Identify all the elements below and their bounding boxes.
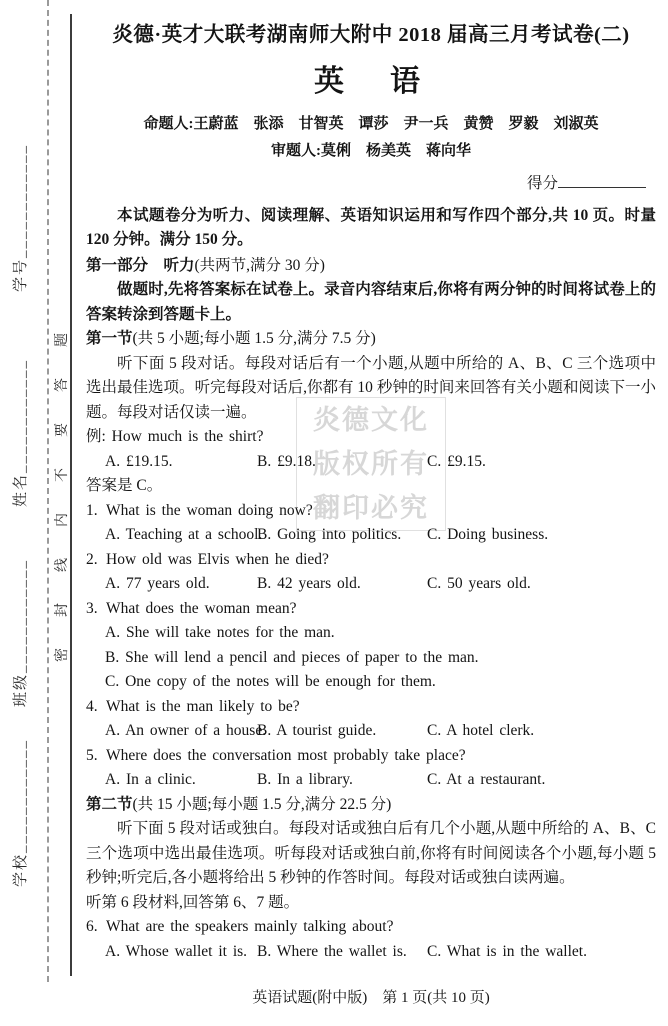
question-text: What is the woman doing now? <box>106 501 313 519</box>
part1-title: 第一部分 听力 <box>86 256 195 274</box>
question-number: 1. <box>86 501 98 519</box>
option-c: C. At a restaurant. <box>427 771 546 788</box>
option-b: B. In a library. <box>257 771 353 788</box>
option-a: A. In a clinic. <box>105 771 196 788</box>
example-option-b: B. £9.18. <box>257 452 316 470</box>
student-name-field: 姓名____________ <box>13 358 29 507</box>
part1-heading <box>86 254 656 279</box>
option-b: B. Where the wallet is. <box>257 942 407 960</box>
score-blank <box>558 174 646 188</box>
reviewers-line: 审题人:莫俐 杨美英 蒋向华 <box>271 142 471 159</box>
question-4-options <box>86 719 656 744</box>
question-number: 3. <box>86 599 98 617</box>
question-5 <box>86 744 656 769</box>
option-b: B. A tourist guide. <box>257 722 377 739</box>
watermark-line: 版权所有 <box>313 448 429 479</box>
exam-intro: 本试题卷分为听力、阅读理解、英语知识运用和写作四个部分,共 10 页。时量 120 分钟。满分 150 分。 <box>86 206 656 248</box>
student-number-field: 学号____________ <box>13 143 29 292</box>
section2-description: 听下面 5 段对话或独白。每段对话或独白后有几个小题,从题中所给的 A、B、C 三个选项中选出最佳选项。听每段对话或独白前,你将有时间阅读各个小题,每小题 5 秒钟;听完后,各小题将给出 5 秒钟的作答时间。每段对话或独白读两遍。 <box>86 820 656 886</box>
option-b: B. Going into politics. <box>257 526 402 543</box>
seal-warning-text: 密封线内不要答题 <box>55 302 70 662</box>
question-2 <box>86 548 656 573</box>
question-number: 6. <box>86 918 98 935</box>
section2-title-note: (共 15 小题;每小题 1.5 分,满分 22.5 分) <box>132 795 392 813</box>
question-text: What are the speakers mainly talking about? <box>106 918 394 935</box>
student-class-field: 班级____________ <box>13 558 29 707</box>
option-b: B. She will lend a pencil and pieces of paper to the man. <box>105 648 479 666</box>
section1-title-note: (共 5 小题;每小题 1.5 分,满分 7.5 分) <box>132 330 376 347</box>
exam-page <box>86 14 656 964</box>
setters-line: 命题人:王蔚蓝 张添 甘智英 谭莎 尹一兵 黄赞 罗毅 刘淑英 <box>143 116 599 132</box>
option-c: C. 50 years old. <box>427 575 531 592</box>
part1-title-note: (共两节,满分 30 分) <box>194 256 325 274</box>
exam-series-title: 炎德·英才大联考湖南师大附中 2018 届高三月考试卷(二) <box>112 24 630 46</box>
section1-heading <box>86 327 656 352</box>
example-options <box>86 450 656 475</box>
question-number: 2. <box>86 550 98 568</box>
question-text: Where does the conversation most probably take place? <box>106 746 466 764</box>
question-1-options <box>86 523 656 548</box>
subject-title: 英 语 <box>314 64 428 98</box>
section1-description: 听下面 5 段对话。每段对话后有一个小题,从题中所给的 A、B、C 三个选项中选出最佳选项。听完每段对话后,你都有 10 秒钟的时间来回答有关小题和阅读下一小题。每段对话仅读一遍。 <box>86 354 656 421</box>
question-1 <box>86 499 656 524</box>
option-a: A. An owner of a house. <box>105 722 267 739</box>
option-a: A. 77 years old. <box>105 575 210 592</box>
question-text: What is the man likely to be? <box>106 697 300 715</box>
section2-material-note: 听第 6 段材料,回答第 6、7 题。 <box>86 893 300 911</box>
question-text: What does the woman mean? <box>106 599 297 617</box>
example-answer: 答案是 C。 <box>86 477 163 494</box>
part1-note: 做题时,先将答案标在试卷上。录音内容结束后,你将有两分钟的时间将试卷上的答案转涂到答题卡上。 <box>86 281 656 323</box>
option-a: A. Whose wallet it is. <box>105 942 248 960</box>
option-a: A. Teaching at a school. <box>105 526 263 543</box>
watermark-line: 翻印必究 <box>313 492 429 523</box>
example-option-c: C. £9.15. <box>427 452 486 470</box>
question-number: 5. <box>86 746 98 764</box>
question-6-options <box>86 940 656 965</box>
option-c: C. A hotel clerk. <box>427 722 535 739</box>
watermark-line: 炎德文化 <box>313 404 429 435</box>
option-c: C. Doing business. <box>427 526 549 543</box>
example-question: 例: How much is the shirt? <box>86 428 264 445</box>
option-c: C. What is in the wallet. <box>427 942 587 960</box>
question-number: 4. <box>86 697 98 715</box>
section1-title: 第一节 <box>86 330 133 347</box>
question-3 <box>86 597 656 622</box>
question-text: How old was Elvis when he died? <box>106 550 329 568</box>
question-5-options <box>86 768 656 793</box>
score-line <box>86 172 656 197</box>
question-2-options <box>86 572 656 597</box>
content-border-line <box>70 14 72 976</box>
section2-heading <box>86 793 656 818</box>
student-school-field: 学校____________ <box>13 738 29 887</box>
question-6 <box>86 915 656 940</box>
question-4 <box>86 695 656 720</box>
option-a: A. She will take notes for the man. <box>105 624 335 641</box>
option-c: C. One copy of the notes will be enough for them. <box>105 673 436 690</box>
example-option-a: A. £19.15. <box>105 452 173 470</box>
option-b: B. 42 years old. <box>257 575 361 592</box>
score-label: 得分 <box>526 175 558 192</box>
page-footer: 英语试题(附中版) 第 1 页(共 10 页) <box>252 990 490 1006</box>
section2-title: 第二节 <box>86 795 133 813</box>
seal-dashed-line <box>47 0 49 982</box>
